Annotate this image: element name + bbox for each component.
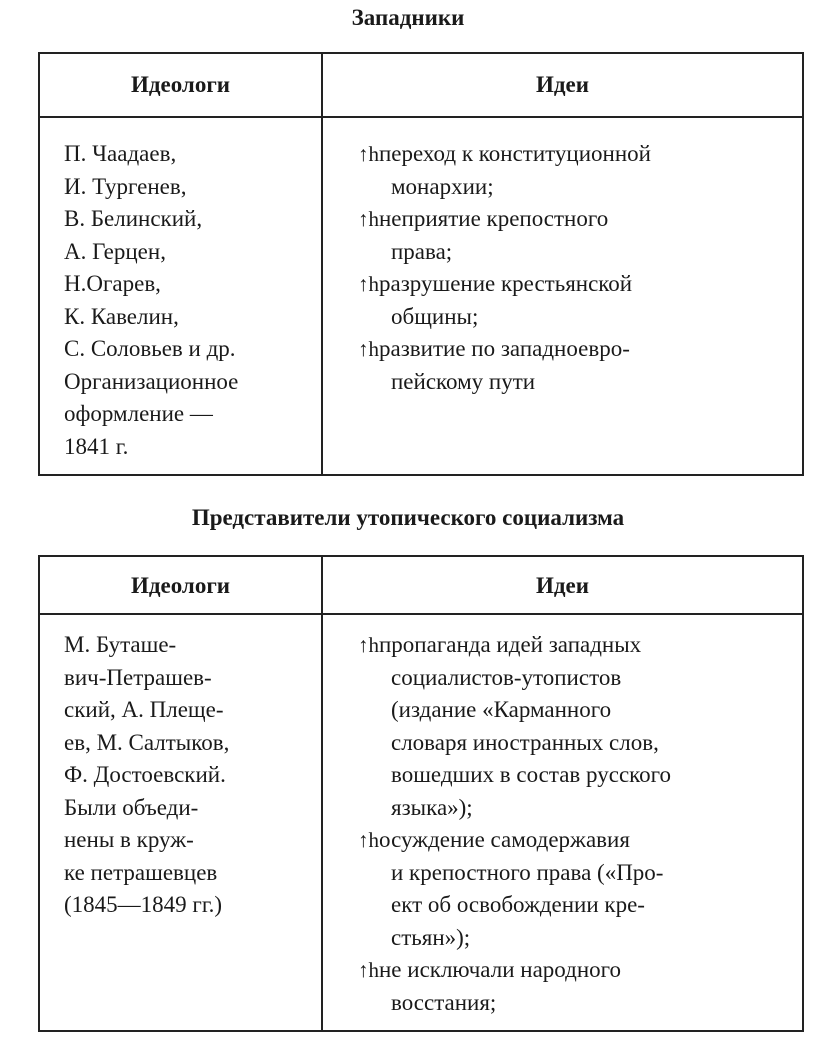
ideologist-line: Н.Огарев,	[64, 271, 161, 296]
idea-line	[358, 922, 798, 955]
idea-text: (издание «Карманного	[391, 697, 612, 722]
header-ideas: Идеи	[536, 72, 589, 97]
header-ideas: Идеи	[536, 573, 589, 598]
idea-text: неприятие крепостного	[379, 206, 609, 231]
idea-text: словаря иностранных слов,	[391, 729, 659, 755]
idea-text: переход к конституционной	[379, 141, 651, 166]
header-divider	[40, 116, 802, 118]
idea-line	[358, 203, 798, 236]
idea-text: общины;	[391, 303, 479, 329]
column-divider	[321, 557, 323, 1030]
ideas-list	[358, 629, 798, 1019]
idea-line	[358, 857, 798, 890]
ideologist-line: (1845—1849 гг.)	[64, 892, 223, 917]
ideologists-list	[64, 138, 314, 463]
idea-text: ект об освобождении кре-	[391, 892, 645, 917]
ideologist-line: С. Соловьев и др.	[64, 336, 236, 361]
idea-item	[358, 138, 798, 203]
idea-text: стьян»);	[391, 924, 471, 950]
idea-text: не исключали народного	[379, 957, 621, 982]
ideologists-list	[64, 629, 314, 922]
ideologist-line: Ф. Достоевский.	[64, 762, 226, 787]
idea-text: разрушение крестьянской	[379, 271, 633, 296]
idea-text: пейскому пути	[391, 368, 536, 394]
bullet-icon: ↑h	[358, 828, 379, 852]
idea-line	[358, 954, 798, 987]
ideologist-line: В. Белинский,	[64, 206, 203, 231]
section-title-westernizers: Западники	[351, 5, 465, 30]
idea-item	[358, 333, 798, 398]
idea-line	[358, 138, 798, 171]
idea-line	[358, 301, 798, 334]
idea-line	[358, 333, 798, 366]
idea-text: социалистов-утопистов	[391, 664, 622, 690]
westernizers-table	[38, 52, 804, 476]
ideologist-line: Были объеди-	[64, 794, 199, 820]
idea-line	[358, 629, 798, 662]
bullet-icon: ↑h	[358, 958, 379, 982]
ideologist-line: ский, А. Плеще-	[64, 697, 224, 722]
header-ideologists: Идеологи	[130, 573, 231, 598]
ideologist-line: ев, М. Салтыков,	[64, 729, 230, 755]
idea-item	[358, 268, 798, 333]
bullet-icon: ↑h	[358, 337, 379, 361]
idea-line	[358, 171, 798, 204]
header-ideologists: Идеологи	[130, 72, 231, 97]
idea-text: восстания;	[391, 989, 497, 1015]
ideologist-line: К. Кавелин,	[64, 303, 179, 329]
idea-item	[358, 824, 798, 954]
ideologist-line: А. Герцен,	[64, 238, 166, 264]
ideologist-line: 1841 г.	[64, 433, 129, 459]
idea-text: пропаганда идей западных	[379, 632, 642, 657]
idea-text: осуждение самодержавия	[379, 827, 630, 852]
idea-line	[358, 236, 798, 269]
bullet-icon: ↑h	[358, 272, 379, 296]
ideologist-line: Организационное	[64, 368, 239, 394]
ideologist-line: нены в круж-	[64, 827, 194, 852]
idea-item	[358, 954, 798, 1019]
ideologist-line: М. Буташе-	[64, 632, 177, 657]
idea-line	[358, 987, 798, 1020]
idea-line	[358, 727, 798, 760]
idea-line	[358, 759, 798, 792]
idea-line	[358, 792, 798, 825]
idea-text: и крепостного права («Про-	[391, 859, 664, 885]
ideologist-line: И. Тургенев,	[64, 173, 187, 199]
bullet-icon: ↑h	[358, 142, 379, 166]
idea-line	[358, 889, 798, 922]
ideologist-line: оформление —	[64, 401, 213, 426]
idea-text: развитие по западноевро-	[379, 336, 630, 361]
idea-line	[358, 662, 798, 695]
idea-line	[358, 824, 798, 857]
bullet-icon: ↑h	[358, 207, 379, 231]
idea-text: монархии;	[391, 173, 494, 199]
idea-text: языка»);	[391, 794, 473, 820]
idea-line	[358, 366, 798, 399]
ideologist-line: вич-Петрашев-	[64, 664, 212, 690]
bullet-icon: ↑h	[358, 633, 379, 657]
utopian-socialism-table	[38, 555, 804, 1032]
idea-item	[358, 629, 798, 824]
idea-line	[358, 268, 798, 301]
idea-line	[358, 694, 798, 727]
idea-text: права;	[391, 238, 453, 264]
idea-item	[358, 203, 798, 268]
section-title-utopian-socialism: Представители утопического социализма	[191, 505, 625, 530]
idea-text: вошедших в состав русского	[391, 762, 672, 787]
ideas-list	[358, 138, 798, 398]
ideologist-line: П. Чаадаев,	[64, 141, 177, 166]
ideologist-line: ке петрашевцев	[64, 859, 218, 885]
